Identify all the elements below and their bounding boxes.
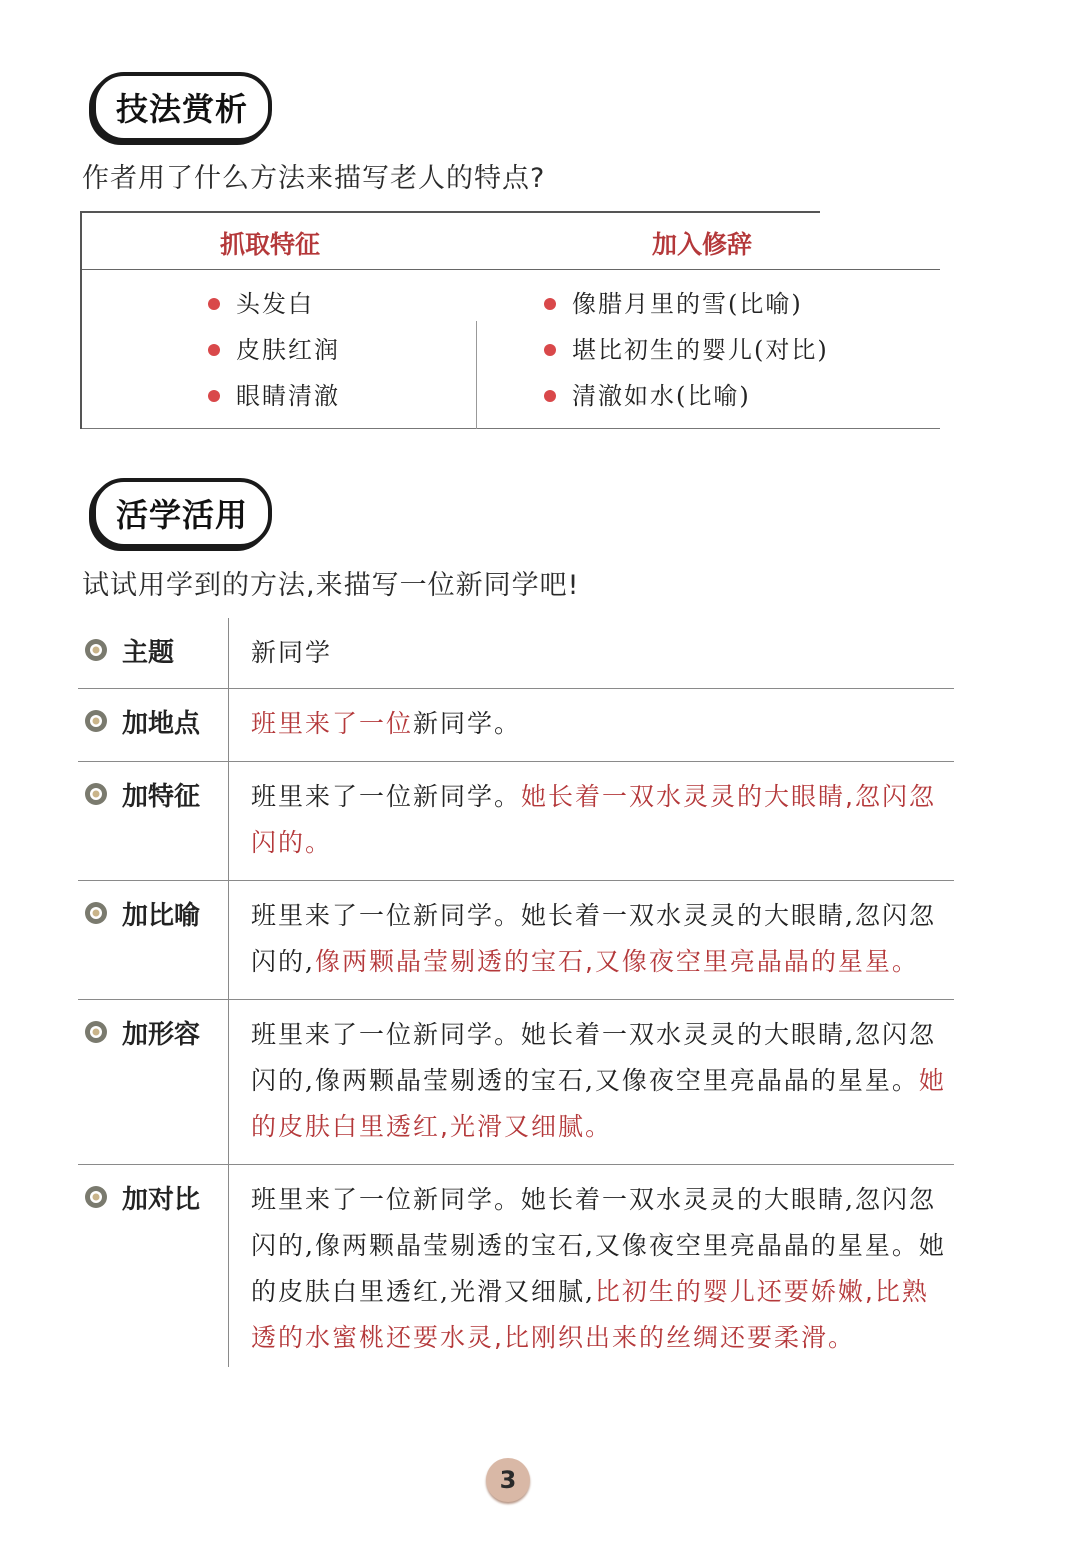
bullet-icon [208,298,220,310]
row-content: 班里来了一位新同学。她长着一双水灵灵的大眼睛,忽闪忽闪的,像两颗晶莹剔透的宝石,又像夜空里亮晶晶的星星。她的皮肤白里透红,光滑又细腻。 [228,1000,954,1164]
page-number: 3 [486,1458,530,1502]
row-content: 班里来了一位新同学。她长着一双水灵灵的大眼睛,忽闪忽闪的,像两颗晶莹剔透的宝石,又像夜空里亮晶晶的星星。她的皮肤白里透红,光滑又细腻,比初生的婴儿还要娇嫩,比熟透的水蜜桃还要水灵,比刚织出来的丝绸还要柔滑。 [228,1165,954,1367]
features-list [208,281,340,419]
technique-question: 作者用了什么方法来描写老人的特点? [82,163,546,194]
practice-prompt: 试试用学到的方法,来描写一位新同学吧! [82,570,580,601]
practice-table [78,618,954,1367]
col-header-rhetoric: 加入修辞 [652,230,753,259]
table-row [78,880,954,999]
row-content: 班里来了一位新同学。她长着一双水灵灵的大眼睛,忽闪忽闪的,像两颗晶莹剔透的宝石,又像夜空里亮晶晶的星星。 [228,881,954,999]
section-tag-technique: 技法赏析 [92,72,272,142]
bullet-icon [208,344,220,356]
table-row [78,1164,954,1367]
row-label: 加对比 [78,1165,228,1367]
bullet-icon [208,390,220,402]
list-item: 堪比初生的婴儿(对比) [544,327,829,373]
flower-icon [84,782,108,806]
list-item: 头发白 [208,281,340,327]
row-label: 加特征 [78,762,228,880]
row-content: 班里来了一位新同学。她长着一双水灵灵的大眼睛,忽闪忽闪的。 [228,762,954,880]
row-content: 新同学 [228,618,954,688]
row-content: 班里来了一位新同学。 [228,689,954,761]
section-tag-practice: 活学活用 [92,478,272,548]
table-row [78,688,954,761]
bullet-icon [544,344,556,356]
flower-icon [84,901,108,925]
table-row [78,618,954,688]
table-row [78,761,954,880]
rhetoric-list [544,281,829,419]
col-header-features: 抓取特征 [220,230,321,259]
flower-icon [84,638,108,662]
row-label: 加形容 [78,1000,228,1164]
row-label: 主题 [78,618,228,688]
technique-table [80,211,940,429]
bullet-icon [544,390,556,402]
row-label: 加地点 [78,689,228,761]
list-item: 像腊月里的雪(比喻) [544,281,829,327]
list-item: 清澈如水(比喻) [544,373,829,419]
flower-icon [84,1020,108,1044]
table-row [78,999,954,1164]
list-item: 皮肤红润 [208,327,340,373]
flower-icon [84,1185,108,1209]
bullet-icon [544,298,556,310]
row-label: 加比喻 [78,881,228,999]
flower-icon [84,709,108,733]
list-item: 眼睛清澈 [208,373,340,419]
